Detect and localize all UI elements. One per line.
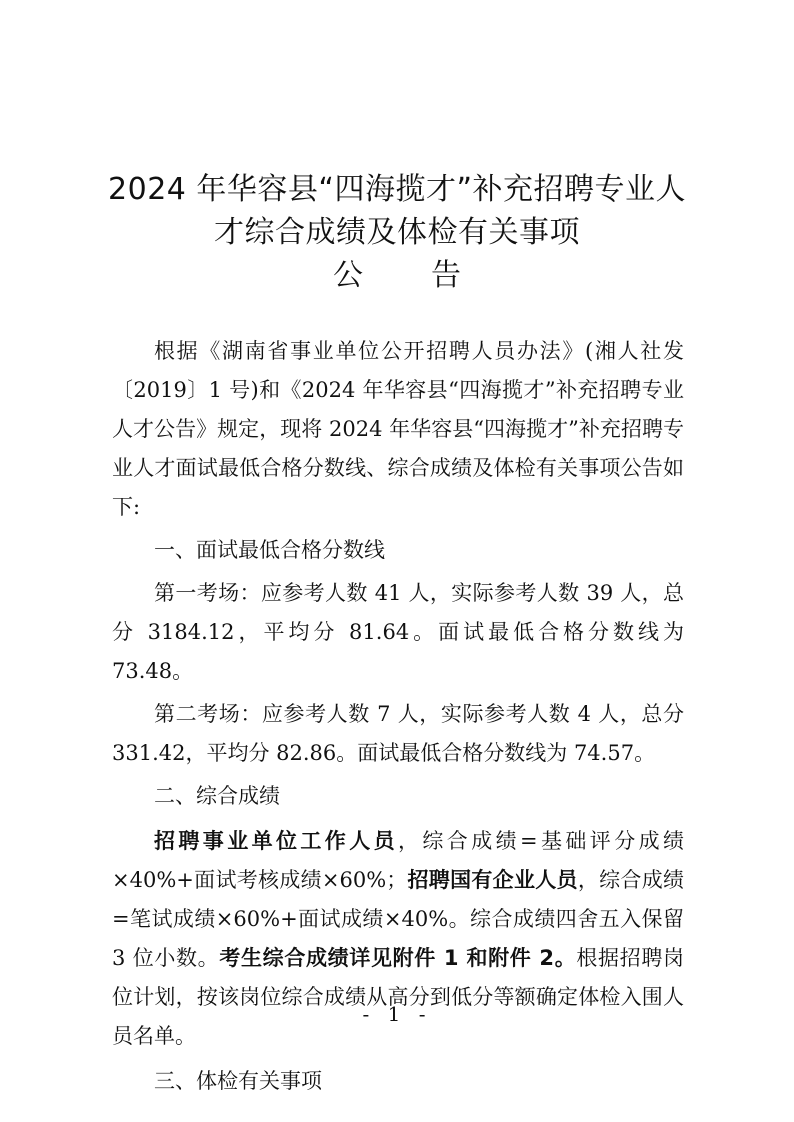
section-1-heading: 一、面试最低合格分数线 <box>154 538 385 562</box>
document-title <box>90 168 704 297</box>
shortlist-text: 根据招聘岗位计划，按该岗位综合成绩从高分到低分等额确定体检入围人员名单。 <box>112 946 685 1048</box>
page-number: - 1 - <box>362 1002 432 1026</box>
title-line-2: 才综合成绩及体检有关事项 <box>214 215 580 250</box>
attachment-note: 考生综合成绩详见附件 1 和附件 2。 <box>219 946 577 970</box>
room-1-paragraph: 第一考场：应参考人数 41 人，实际参考人数 39 人，总分 3184.12，平均分 81.64。面试最低合格分数线为 73.48。 <box>112 581 684 683</box>
document-body <box>112 332 684 1101</box>
intro-paragraph: 根据《湖南省事业单位公开招聘人员办法》(湘人社发〔2019〕1 号)和《2024 年华容县“四海揽才”补充招聘专业人才公告》规定，现将 2024 年华容县“四海揽才”补充招聘专业人才面试最低合格分数线、综合成绩及体检有关事项公告如下: <box>112 339 684 519</box>
enterprise-formula-text: ，综合成绩=笔试成绩×60%+面试成绩×40%。综合成绩四舍五入保留 3 位小数。 <box>112 868 685 970</box>
section-3-heading: 三、体检有关事项 <box>154 1069 322 1093</box>
title-line-3: 公告 <box>333 258 529 293</box>
section-2-heading: 二、综合成绩 <box>154 784 280 808</box>
institution-staff-label: 招聘事业单位工作人员 <box>154 829 398 853</box>
room-2-paragraph: 第二考场：应参考人数 7 人，实际参考人数 4 人，总分 331.42，平均分 82.86。面试最低合格分数线为 74.57。 <box>112 702 684 765</box>
state-enterprise-label: 招聘国有企业人员 <box>407 868 578 892</box>
title-line-1: 2024 年华容县“四海揽才”补充招聘专业人 <box>108 172 686 207</box>
institution-formula-text: ，综合成绩=基础评分成绩×40%+面试考核成绩×60%； <box>112 829 684 892</box>
